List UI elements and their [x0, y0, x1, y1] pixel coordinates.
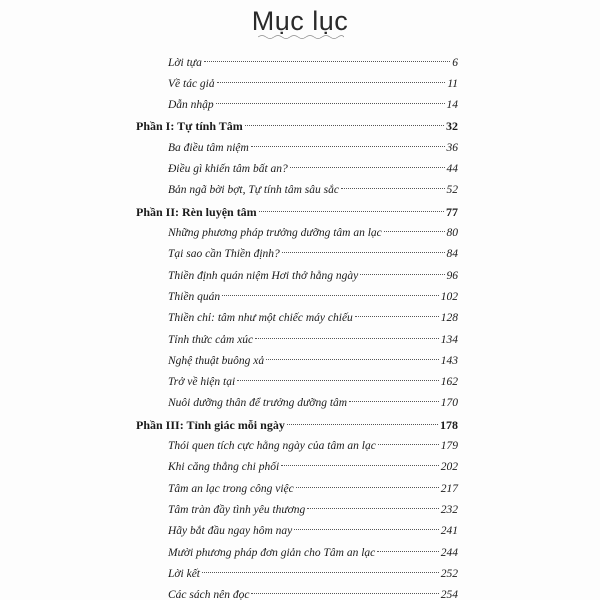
dot-leader [266, 359, 439, 360]
toc-entry-title: Bản ngã bời bợt, Tự tính tâm sâu sắc [168, 184, 339, 196]
toc-page-number: 84 [446, 248, 458, 260]
toc-entry-title: Hãy bắt đầu ngay hôm nay [168, 525, 293, 537]
toc-page-number: 102 [440, 291, 458, 303]
toc-page-number: 241 [440, 525, 458, 537]
toc-entry-title: Phần I: Tự tính Tâm [136, 119, 243, 133]
toc-entry-title: Mười phương pháp đơn giản cho Tâm an lạc [168, 547, 376, 559]
dot-leader [287, 424, 438, 425]
toc-entry [168, 372, 458, 392]
toc-entry-title: Phần II: Rèn luyện tâm [136, 205, 257, 219]
toc-entry [168, 457, 458, 477]
dot-leader [290, 167, 445, 168]
toc-entry-title: Thiền chỉ: tâm như một chiếc máy chiếu [168, 312, 353, 324]
toc-page-number: 178 [440, 418, 458, 432]
toc-entry [168, 180, 458, 200]
toc-page-number: 36 [446, 142, 458, 154]
toc-entry [168, 330, 458, 350]
dot-leader [378, 444, 439, 445]
toc-entry [168, 223, 458, 243]
toc-entry-title: Các sách nên đọc [168, 589, 250, 601]
toc-page-number: 52 [446, 184, 458, 196]
toc-page-number: 179 [440, 440, 458, 452]
dot-leader [281, 465, 439, 466]
toc-entry-title: Tâm tràn đầy tình yêu thương [168, 504, 306, 516]
toc-page-number: 77 [446, 205, 458, 219]
toc-entry-title: Điều gì khiến tâm bất an? [168, 163, 288, 175]
toc-part-heading [136, 415, 458, 435]
toc-entry-title: Phần III: Tỉnh giác mỗi ngày [136, 418, 285, 432]
toc-entry [168, 266, 458, 286]
toc-entry-title: Tâm an lạc trong công việc [168, 483, 294, 495]
toc-part-heading [136, 116, 458, 136]
toc-page-number: 162 [440, 376, 458, 388]
dot-leader [222, 295, 439, 296]
dot-leader [251, 146, 445, 147]
toc-entry [168, 585, 458, 605]
toc-entry-title: Tại sao cần Thiền định? [168, 248, 280, 260]
dot-leader [377, 551, 438, 552]
toc-entry [168, 95, 458, 115]
toc-entry-title: Nghệ thuật buông xả [168, 355, 265, 367]
toc-entry [168, 543, 458, 563]
toc-page-number: 232 [440, 504, 458, 516]
toc-entry [168, 308, 458, 328]
dot-leader [259, 211, 444, 212]
toc-entry [168, 564, 458, 584]
toc-entry [168, 393, 458, 413]
page-title: Mục lục [251, 6, 349, 36]
toc-page-number: 217 [440, 483, 458, 495]
toc-entry-title: Thiền quán [168, 291, 221, 303]
dot-leader [251, 593, 438, 594]
toc-entry-title: Tỉnh thức cảm xúc [168, 334, 254, 346]
toc-page-number: 80 [446, 227, 458, 239]
toc-entry [168, 287, 458, 307]
toc-entry [168, 521, 458, 541]
toc-entry-title: Những phương pháp trưởng dưỡng tâm an lạc [168, 227, 382, 239]
toc-page-number: 6 [452, 57, 458, 69]
toc-entry [168, 244, 458, 264]
toc-entry [168, 500, 458, 520]
toc-entry [168, 436, 458, 456]
toc-page-number: 170 [440, 397, 458, 409]
toc-entry-title: Ba điều tâm niệm [168, 142, 249, 154]
dot-leader [307, 508, 438, 509]
toc-page-number: 128 [440, 312, 458, 324]
dot-leader [349, 401, 439, 402]
toc-entry-title: Thiền định quán niệm Hơi thở hằng ngày [168, 270, 359, 282]
toc-entry [168, 479, 458, 499]
dot-leader [217, 82, 446, 83]
toc-entry [168, 74, 458, 94]
toc-page-number: 252 [440, 568, 458, 580]
toc-entry-title: Lời kết [168, 568, 201, 580]
dot-leader [255, 338, 439, 339]
dot-leader [237, 380, 439, 381]
dot-leader [384, 231, 445, 232]
toc-page-number: 134 [440, 334, 458, 346]
dot-leader [355, 316, 439, 317]
dot-leader [204, 61, 450, 62]
dot-leader [360, 274, 444, 275]
toc-page-number: 44 [446, 163, 458, 175]
toc-page-number: 254 [440, 589, 458, 601]
dot-leader [245, 125, 444, 126]
toc-entry-title: Nuôi dưỡng thân để trưởng dưỡng tâm [168, 397, 348, 409]
toc-entry-title: Về tác giả [168, 78, 215, 90]
toc-entry [168, 159, 458, 179]
dot-leader [296, 487, 439, 488]
dot-leader [282, 252, 445, 253]
toc-page-number: 96 [446, 270, 458, 282]
toc-page-number: 32 [446, 119, 458, 133]
dot-leader [341, 188, 445, 189]
toc-page-number: 202 [440, 461, 458, 473]
title-underline-ornament [258, 34, 344, 40]
toc-page-number: 11 [447, 78, 458, 90]
toc-entry [168, 351, 458, 371]
toc-page-number: 143 [440, 355, 458, 367]
toc-entry [168, 138, 458, 158]
toc-entry [168, 53, 458, 73]
toc-entry-title: Trở về hiện tại [168, 376, 236, 388]
dot-leader [202, 572, 439, 573]
toc-entry-title: Thói quen tích cực hằng ngày của tâm an lạc [168, 440, 376, 452]
toc-entry-title: Lời tựa [168, 57, 202, 69]
toc-part-heading [136, 202, 458, 222]
toc-page-number: 244 [440, 547, 458, 559]
toc-entry-title: Dẫn nhập [168, 99, 214, 111]
dot-leader [294, 529, 439, 530]
toc-page-number: 14 [446, 99, 458, 111]
toc-entry-title: Khi căng thẳng chi phối [168, 461, 280, 473]
dot-leader [216, 103, 445, 104]
